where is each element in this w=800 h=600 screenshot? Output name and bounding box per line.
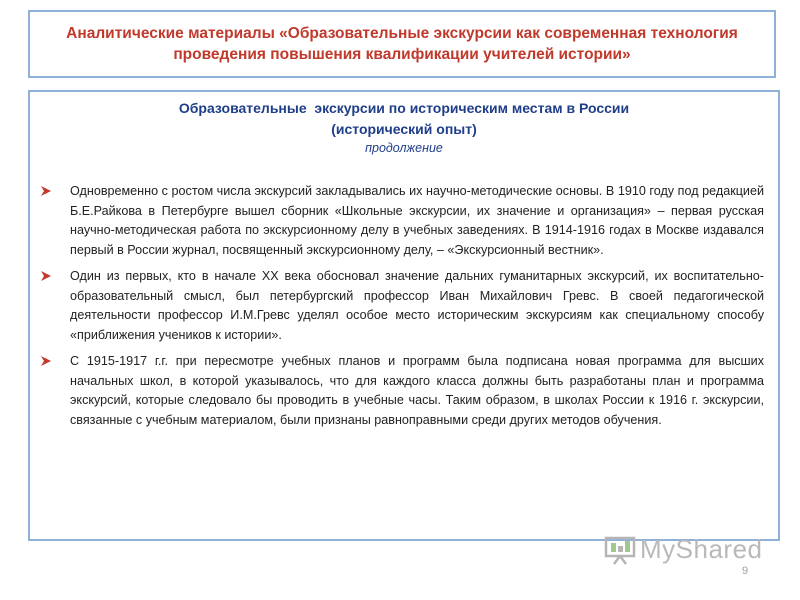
bullet-text: Один из первых, кто в начале XX века обосновал значение дальних гуманитарных экскурсий, их воспитательно-образовательный смысл, был петербургский профессор Иван Михайлович Гревс. В своей педагогической деятельности профессор И.М.Гревс уделял особое место историческим экскурсиям как специальному способу «приближения учеников к истории». xyxy=(70,269,764,342)
logo-text: MyShared xyxy=(640,534,763,564)
continuation-note: продолжение xyxy=(365,141,443,155)
bullet-list xyxy=(40,182,764,437)
bullet-text: С 1915-1917 г.г. при пересмотре учебных планов и программ была подписана новая программа для высших начальных школ, в которой указывалось, что для каждого класса должны быть разработаны план и программа экскурсий, которые следовало бы проводить в учебные часы. Таким образом, в школах России к 1916 г. экскурсии, связанные с учебным материалом, были признаны равноправными среди других методов обучения. xyxy=(70,354,764,427)
content-box xyxy=(28,90,780,541)
list-item xyxy=(40,182,764,260)
list-item xyxy=(40,267,764,345)
myshared-logo xyxy=(604,534,763,565)
slide-title: Аналитические материалы «Образовательные экскурсии как современная технология проведения повышения квалификации учителей истории» xyxy=(66,25,738,63)
section-heading xyxy=(30,98,778,157)
page-number: 9 xyxy=(742,565,749,577)
section-heading-line2: (исторический опыт) xyxy=(331,121,477,137)
list-item xyxy=(40,352,764,430)
bullet-text: Одновременно с ростом числа экскурсий закладывались их научно-методические основы. В 1910 году под редакцией Б.Е.Райкова в Петербурге вышел сборник «Школьные экскурсии, их значение и организация» – первая русская научно-методическая работа по экскурсионному делу в учебных заведениях. В 1914-1916 годах в Москве издавался первый в России журнал, посвященный экскурсионному делу, – «Экскурсионный вестник». xyxy=(70,184,764,257)
title-box xyxy=(28,10,776,78)
presentation-icon xyxy=(604,535,636,565)
arrow-bullet-icon xyxy=(40,352,70,372)
arrow-bullet-icon xyxy=(40,182,70,202)
section-heading-line1: Образовательные экскурсии по историческим местам в России xyxy=(178,100,630,116)
arrow-bullet-icon xyxy=(40,267,70,287)
